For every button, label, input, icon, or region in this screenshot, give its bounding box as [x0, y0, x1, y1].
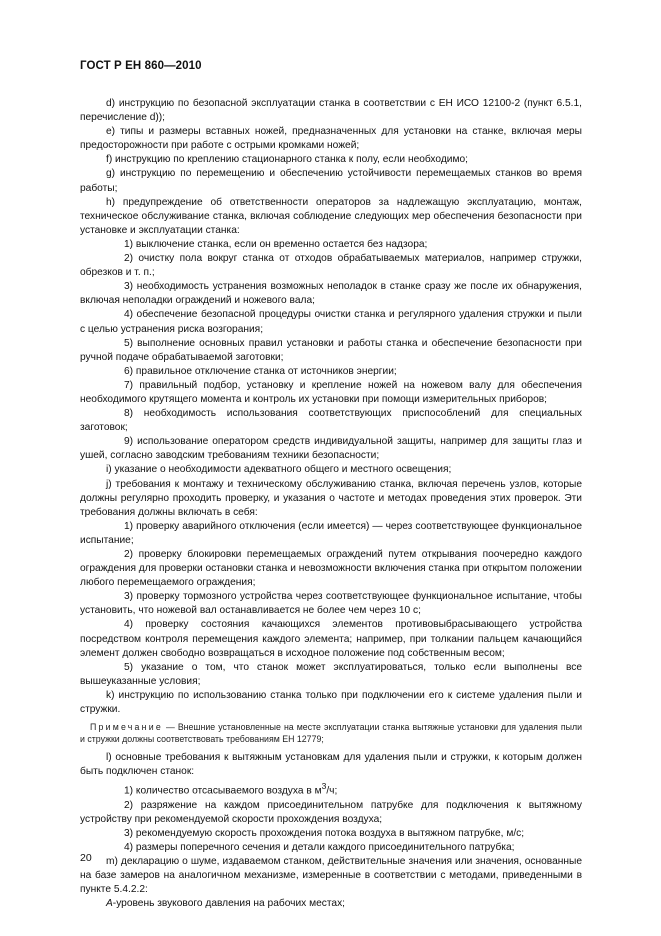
list-item-h-4: 4) обеспечение безопасной процедуры очистки станка и регулярного удаления стружки и пыли с целью устранения риска возгорания;: [80, 309, 582, 335]
list-item-f: f) инструкцию по креплению стационарного станка к полу, если необходимо;: [106, 154, 468, 166]
air-volume-unit: /ч;: [326, 785, 338, 797]
list-item-h-9: 9) использование оператором средств индивидуальной защиты, например для защиты глаз и ушей, согласно заводским требованиям техники безопасности;: [80, 436, 582, 462]
list-item-h-1: 1) выключение станка, если он временно остается без надзора;: [124, 238, 428, 250]
list-item-h-3: 3) необходимость устранения возможных неполадок в станке сразу же после их обнаружения, включая неполадки ограждений и ножевого вала;: [80, 281, 582, 307]
list-item-h-7: 7) правильный подбор, установку и крепление ножей на ножевом валу для обеспечения необходимого крутящего момента и контроль их установки при помощи измерительных приборов;: [80, 379, 582, 405]
list-item-h-8: 8) необходимость использования соответствующих приспособлений для специальных заготовок;: [80, 408, 582, 434]
list-item-h: h) предупреждение об ответственности операторов за надлежащую эксплуатацию, монтаж, техническое обслуживание станка, включая соблюдение следующих мер обеспечения безопасности при установке и эксплуатации станка:: [80, 196, 582, 236]
list-item-j-5: 5) указание о том, что станок может эксплуатироваться, только если выполнены все вышеуказанные условия;: [80, 661, 582, 687]
document-body: [80, 97, 582, 912]
list-item-e: e) типы и размеры вставных ножей, предназначенных для установки на станке, включая меры предосторожности при работе с острыми кромками ножей;: [80, 126, 582, 152]
page-number: 20: [80, 852, 92, 864]
list-item-j-3: 3) проверку тормозного устройства через соответствующее функциональное испытание, чтобы установить, что ножевой вал останавливается не более чем через 10 с;: [80, 591, 582, 617]
document-header: ГОСТ Р ЕН 860—2010: [80, 60, 202, 72]
list-item-m-a-level: [80, 897, 582, 911]
air-volume-text: 1) количество отсасываемого воздуха в м: [124, 785, 322, 797]
note: [80, 722, 582, 745]
list-item-h-5: 5) выполнение основных правил установки и работы станка и обеспечение безопасности при ручной подаче обрабатываемой заготовки;: [80, 337, 582, 363]
list-item-l-4: 4) размеры поперечного сечения и детали каждого присоединительного патрубка;: [124, 842, 515, 854]
a-level-text: -уровень звукового давления на рабочих местах;: [112, 898, 345, 910]
list-item-m: m) декларацию о шуме, издаваемом станком, действительные значения или значения, основанные на базе замеров на аналогичном механизме, измеренные в соответствии с методами, приведенными в пункте 5.4.2.2:: [80, 856, 582, 896]
list-item-h-6: 6) правильное отключение станка от источников энергии;: [124, 365, 397, 377]
note-label: Примечание: [90, 722, 163, 733]
list-item-l-3: 3) рекомендуемую скорость прохождения потока воздуха в вытяжном патрубке, м/с;: [124, 827, 525, 839]
list-item-j-1: 1) проверку аварийного отключения (если имеется) — через соответствующее функциональное испытание;: [80, 520, 582, 546]
air-volume-exponent: 3: [321, 781, 327, 792]
list-item-l-1: [80, 779, 582, 798]
list-item-l: l) основные требования к вытяжным установкам для удаления пыли и стружки, к которым должен быть подключен станок:: [80, 752, 582, 778]
list-item-g: g) инструкцию по перемещению и обеспечению устойчивости перемещаемых станков во время работы;: [80, 168, 582, 194]
list-item-h-2: 2) очистку пола вокруг станка от отходов обрабатываемых материалов, например стружки, обрезков и т. п.;: [80, 253, 582, 279]
list-item-l-2: 2) разряжение на каждом присоединительном патрубке для подключения к вытяжному устройству при рекомендуемой скорости прохождения воздуха;: [80, 799, 582, 825]
list-item-j: j) требования к монтажу и техническому обслуживанию станка, включая перечень узлов, которые должны регулярно проходить проверку, и указания о частоте и методах проведения этих проверок. Эти требования должны включать в себя:: [80, 478, 582, 518]
list-item-j-2: 2) проверку блокировки перемещаемых ограждений путем открывания поочередно каждого ограждения для проверки остановки станка и невозможности включения станка при открытом положении любого перемещаемого ограждения;: [80, 549, 583, 589]
list-item-j-4: 4) проверку состояния качающихся элементов противовыбрасывающего устройства посредством контроля перемещения каждого элемента; например, при толкании пальцем качающийся элемент должен свободно возвращаться в исходное положение под собственным весом;: [80, 619, 582, 659]
a-level-letter: А: [106, 898, 113, 910]
note-text: — Внешние установленные на месте эксплуатации станка вытяжные установки для удаления пыли и стружки должны соответствовать требованиям ЕН 12779;: [80, 722, 582, 744]
list-item-i: i) указание о необходимости адекватного общего и местного освещения;: [106, 464, 452, 476]
list-item-k: k) инструкцию по использованию станка только при подключении его к системе удаления пыли и стружки.: [80, 689, 582, 716]
list-item-d: d) инструкцию по безопасной эксплуатации станка в соответствии с ЕН ИСО 12100-2 (пункт 6.5.1, перечисление d));: [80, 98, 582, 124]
